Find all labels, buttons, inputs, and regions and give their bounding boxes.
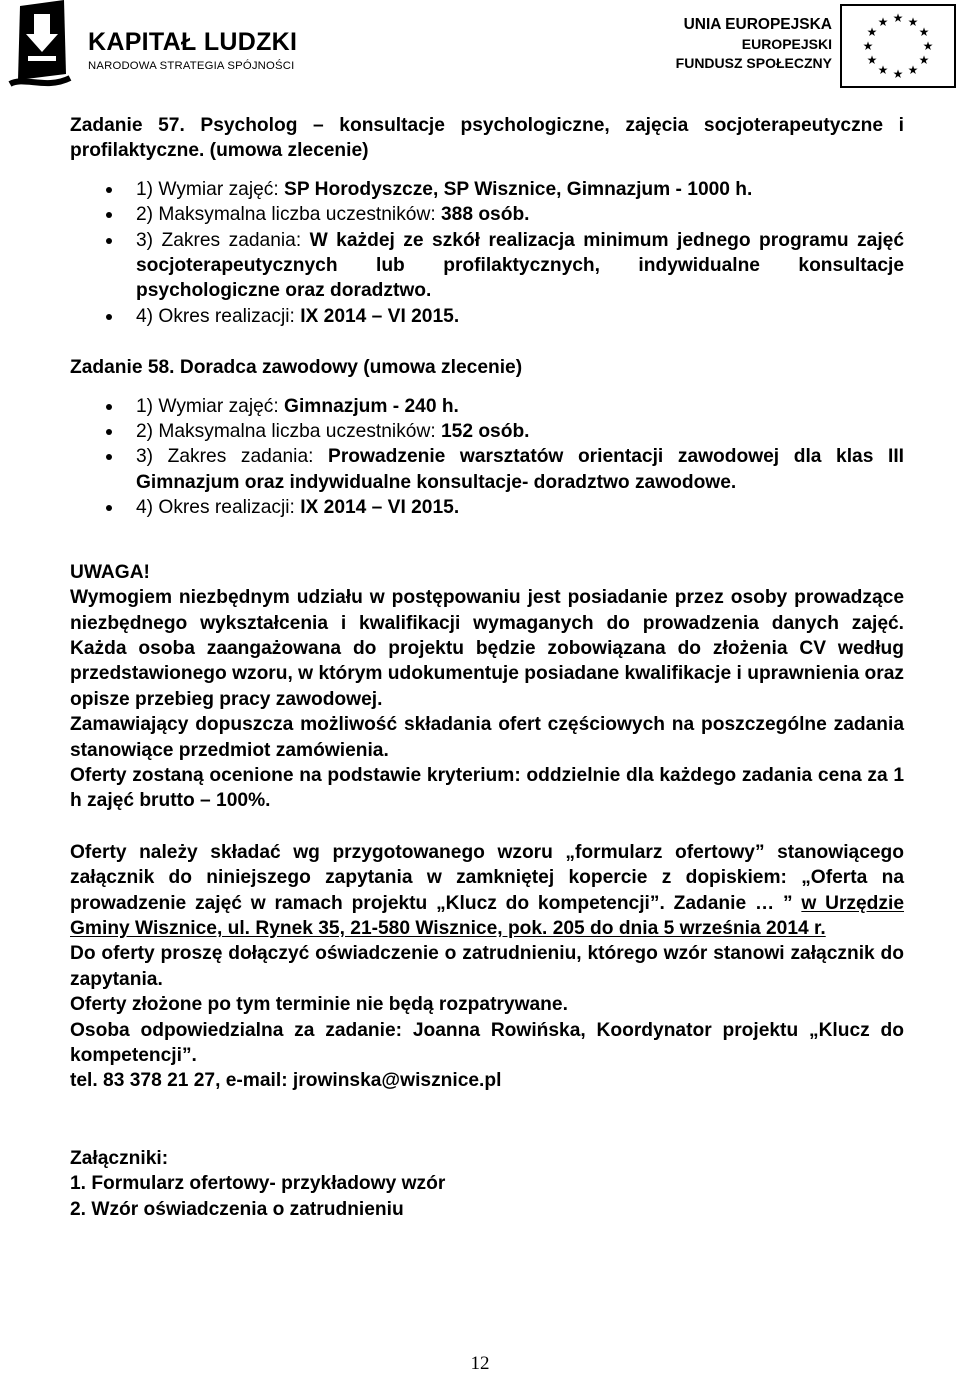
svg-text:★: ★ xyxy=(892,11,904,25)
task-57-heading: Zadanie 57. Psycholog – konsultacje psychologiczne, zajęcia socjoterapeutyczne i profilaktyczne. (umowa zlecenie) xyxy=(70,115,904,162)
item-label: 4) Okres realizacji: xyxy=(136,497,301,519)
item-value: Prowadzenie warsztatów orientacji zawodowej dla klas III Gimnazjum oraz indywidualne konsultacje- doradztwo zawodowe. xyxy=(136,446,904,493)
list-item xyxy=(70,394,904,419)
list-item xyxy=(70,419,904,444)
item-label: 3) Zakres zadania: xyxy=(136,446,329,468)
item-value: 152 osób. xyxy=(440,421,530,443)
list-item xyxy=(70,304,904,329)
item-label: 1) Wymiar zajęć: xyxy=(136,178,285,200)
svg-text:★: ★ xyxy=(866,25,878,39)
svg-text:★: ★ xyxy=(862,39,874,53)
item-value: SP Horodyszcze, SP Wisznice, Gimnazjum - 1000 h. xyxy=(284,178,753,200)
notice-paragraph-1: Wymogiem niezbędnym udziału w postępowaniu jest posiadanie przez osoby prowadzące niezbędnego wykształcenia i kwalifikacji wymaganych do prowadzenia danych zajęć. Każda osoba zaangażowana do projektu będzie zobowiązana do złożenia CV według przedstawionego wzoru, w którym udokumentuje posiadane kwalifikacje i uprawnienia oraz opisze przebieg pracy zawodowej. xyxy=(70,587,904,710)
item-label: 4) Okres realizacji: xyxy=(136,305,301,327)
list-item xyxy=(70,228,904,304)
kapital-ludzki-emblem-icon xyxy=(6,0,76,92)
item-value: 388 osób. xyxy=(440,204,530,226)
notice-title: UWAGA! xyxy=(70,561,150,583)
item-label: 3) Zakres zadania: xyxy=(136,229,310,251)
eu-flag-icon xyxy=(840,4,956,88)
kl-subtitle: NARODOWA STRATEGIA SPÓJNOŚCI xyxy=(88,60,295,72)
svg-text:★: ★ xyxy=(877,63,889,77)
attachment-item: 1. Formularz ofertowy- przykładowy wzór xyxy=(70,1173,446,1195)
kl-title: KAPITAŁ LUDZKI xyxy=(88,28,298,56)
item-value: IX 2014 – VI 2015. xyxy=(300,305,460,327)
offers-text: Oferty należy składać wg przygotowanego wzoru „formularz ofertowy” stanowiącego załącznik do niniejszego zapytania w zamkniętej kopercie z dopiskiem: „Oferta na prowadzenie zajęć w ramach projektu „Klucz do kompetencji”. Zadanie … ” xyxy=(70,841,904,914)
eu-line-1: UNIA EUROPEJSKA xyxy=(683,16,832,33)
svg-text:★: ★ xyxy=(907,15,919,29)
eu-text-block xyxy=(662,14,832,73)
eu-line-3: FUNDUSZ SPOŁECZNY xyxy=(675,55,832,71)
item-value: IX 2014 – VI 2015. xyxy=(300,497,460,519)
eu-line-2: EUROPEJSKI xyxy=(741,36,832,52)
list-item xyxy=(70,495,904,520)
notice-paragraph-3: Oferty zostaną ocenione na podstawie kryterium: oddzielnie dla każdego zadania cena za 1 h zajęć brutto – 100%. xyxy=(70,764,904,812)
task-57-list xyxy=(70,177,904,329)
list-item xyxy=(70,444,904,495)
task-58-list xyxy=(70,394,904,521)
item-label: 2) Maksymalna liczba uczestników: xyxy=(136,421,441,443)
document-body xyxy=(70,113,904,1222)
page-header xyxy=(0,0,960,100)
offers-paragraph-1 xyxy=(70,840,904,942)
svg-text:★: ★ xyxy=(922,39,934,53)
list-item xyxy=(70,202,904,227)
svg-text:★: ★ xyxy=(907,63,919,77)
notice-paragraph-2: Zamawiający dopuszcza możliwość składania ofert częściowych na poszczególne zadania stanowiące przedmiot zamówienia. xyxy=(70,714,904,761)
attachments-title: Załączniki: xyxy=(70,1147,169,1169)
svg-text:★: ★ xyxy=(866,53,878,67)
svg-text:★: ★ xyxy=(892,67,904,81)
offers-address: w Urzędzie Gminy Wisznice, ul. Rynek 35, 21-580 Wisznice, pok. 205 do dnia 5 września 2014 r. xyxy=(70,892,905,939)
item-label: 1) Wymiar zajęć: xyxy=(136,395,285,417)
svg-text:★: ★ xyxy=(918,53,930,67)
list-item xyxy=(70,177,904,202)
item-label: 2) Maksymalna liczba uczestników: xyxy=(136,204,441,226)
page-number: 12 xyxy=(470,1353,490,1374)
item-value: Gimnazjum - 240 h. xyxy=(284,395,459,417)
task-58-heading: Zadanie 58. Doradca zawodowy (umowa zlecenie) xyxy=(70,357,523,379)
item-value: W każdej ze szkół realizacja minimum jednego programu zajęć socjoterapeutycznych lub profilaktycznych, indywidualne konsultacje psychologiczne oraz doradztwo. xyxy=(136,229,904,302)
svg-text:★: ★ xyxy=(877,15,889,29)
contact-line: tel. 83 378 21 27, e-mail: jrowinska@wisznice.pl xyxy=(70,1070,502,1092)
kapital-ludzki-logo xyxy=(6,0,298,92)
attachment-item: 2. Wzór oświadczenia o zatrudnieniu xyxy=(70,1198,404,1220)
svg-text:★: ★ xyxy=(918,25,930,39)
offers-paragraph-3: Oferty złożone po tym terminie nie będą rozpatrywane. xyxy=(70,994,568,1016)
offers-paragraph-2: Do oferty proszę dołączyć oświadczenie o zatrudnieniu, którego wzór stanowi załącznik do zapytania. xyxy=(70,943,904,990)
offers-paragraph-4: Osoba odpowiedzialna za zadanie: Joanna Rowińska, Koordynator projektu „Klucz do kompetencji”. xyxy=(70,1019,904,1066)
